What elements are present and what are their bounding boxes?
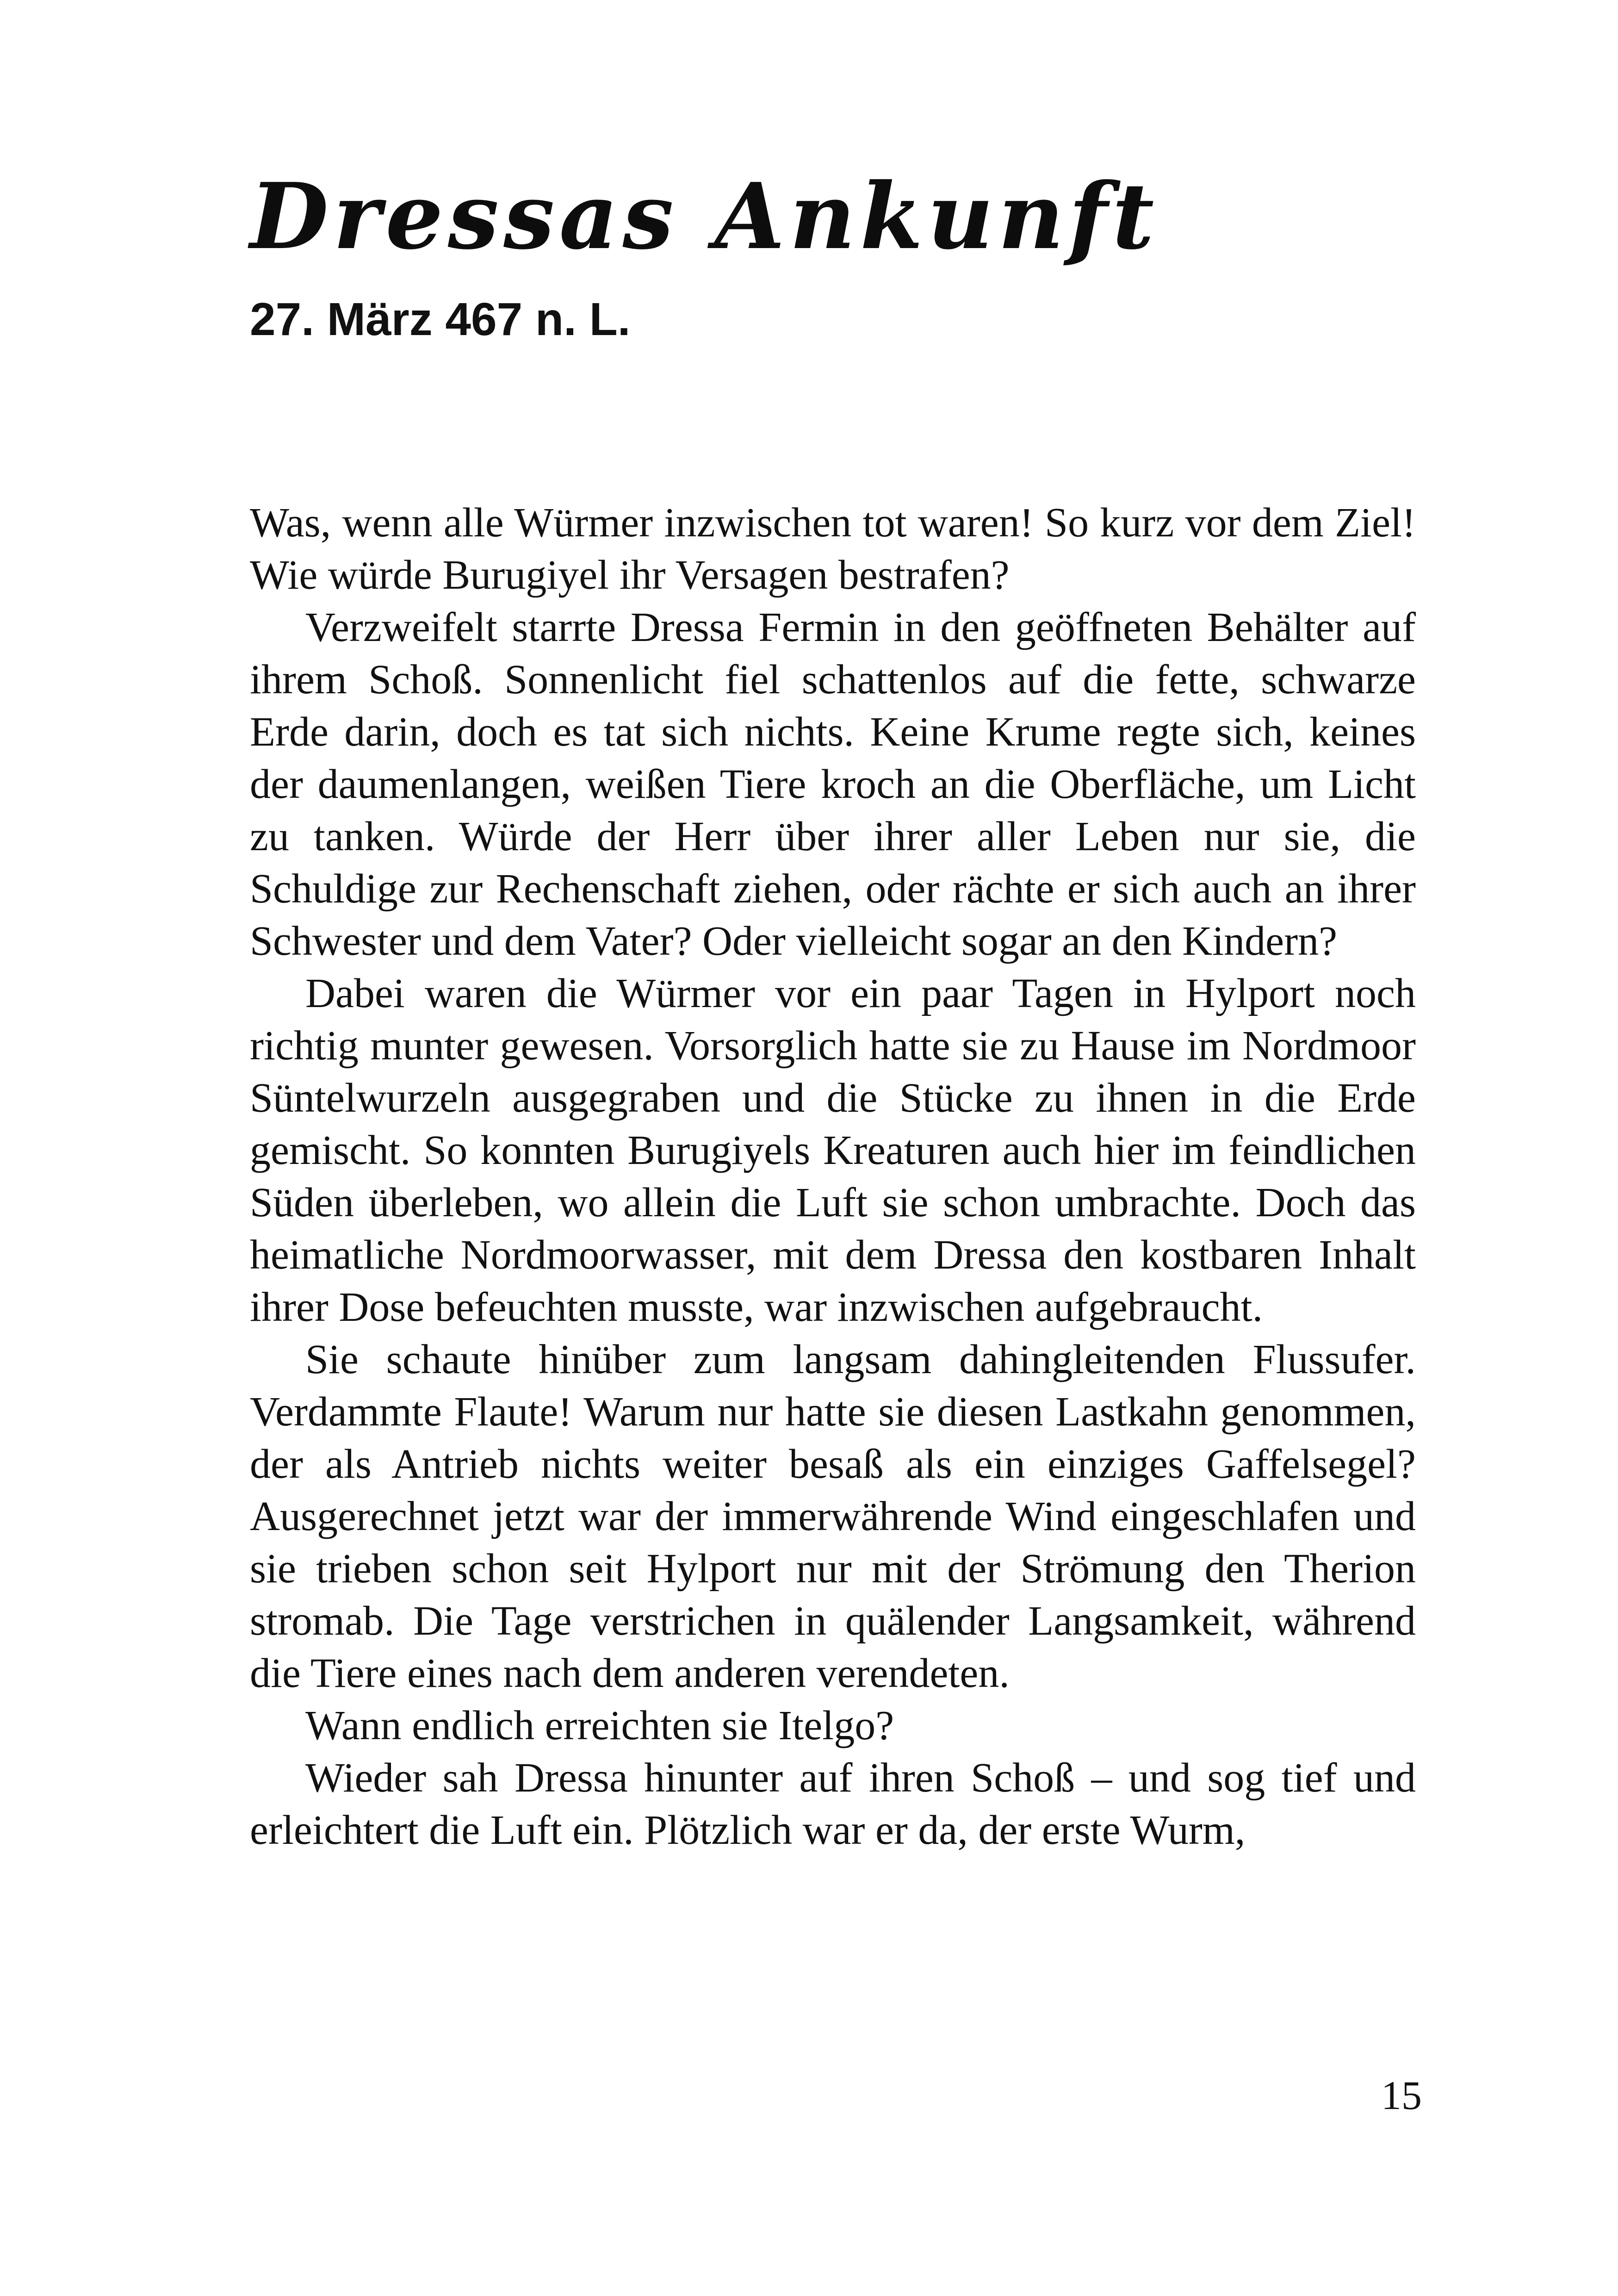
paragraph: Sie schaute hinüber zum langsam dahingleitenden Flussufer. Verdammte Flaute! Warum nur hatte sie diesen Lastkahn genommen, der als Antrieb nichts weiter besaß als ein einziges Gaffelsegel? Ausgerechnet jetzt war der immerwährende Wind eingeschlafen und sie trieben schon seit Hylport nur mit der Strömung den Therion stromab. Die Tage verstrichen in quälender Langsamkeit, während die Tiere eines nach dem anderen verendeten. <box>250 1337 1416 1696</box>
paragraph: Dabei waren die Würmer vor ein paar Tagen in Hylport noch richtig munter gewesen. Vorsorglich hatte sie zu Hause im Nordmoor Süntelwurzeln ausgegraben und die Stücke zu ihnen in die Erde gemischt. So konnten Burugiyels Kreaturen auch hier im feindlichen Süden überleben, wo allein die Luft sie schon umbrachte. Doch das heimatliche Nordmoorwasser, mit dem Dressa den kostbaren Inhalt ihrer Dose befeuchten musste, war inzwischen aufgebraucht. <box>250 971 1416 1330</box>
page-number: 15 <box>1381 2073 1422 2118</box>
chapter-title: Dressas Ankunft <box>250 163 1159 270</box>
paragraph: Wann endlich erreichten sie Itelgo? <box>305 1703 894 1748</box>
paragraph: Was, wenn alle Würmer inzwischen tot waren! So kurz vor dem Ziel! Wie würde Burugiyel ihr Versagen bestrafen? <box>250 500 1416 598</box>
paragraph: Verzweifelt starrte Dressa Fermin in den geöffneten Behälter auf ihrem Schoß. Sonnenlicht fiel schattenlos auf die fette, schwarze Erde darin, doch es tat sich nichts. Keine Krume regte sich, keines der daumenlangen, weißen Tiere kroch an die Oberfläche, um Licht zu tanken. Würde der Herr über ihrer aller Leben nur sie, die Schuldige zur Rechenschaft ziehen, oder rächte er sich auch an ihrer Schwester und dem Vater? Oder vielleicht sogar an den Kindern? <box>250 604 1416 964</box>
paragraph: Wieder sah Dressa hinunter auf ihren Schoß – und sog tief und erleichtert die Luft ein. Plötzlich war er da, der erste Wurm, <box>250 1755 1416 1853</box>
body-text <box>250 497 1416 1856</box>
chapter-date: 27. März 467 n. L. <box>250 293 631 345</box>
